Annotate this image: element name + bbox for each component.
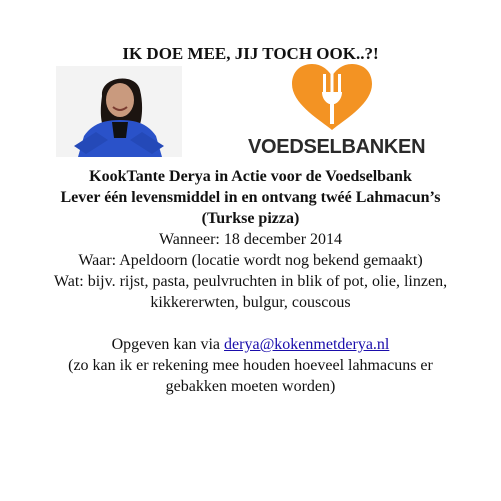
voedselbanken-logo: [248, 60, 426, 160]
event-what-line1: Wat: bijv. rijst, pasta, peulvruchten in blik of pot, olie, linzen,: [53, 273, 448, 290]
signup-prefix: Opgeven kan via: [111, 336, 225, 353]
email-link[interactable]: derya@kokenmetderya.nl: [224, 336, 390, 353]
event-subtitle-line1: Lever één levensmiddel in en ontvang twéé Lahmacun’s: [60, 189, 441, 206]
signup-line: [0, 334, 501, 355]
spacer: [0, 313, 501, 334]
signup-note-line2: gebakken moeten worden): [165, 378, 336, 395]
photo-derya: [56, 66, 182, 157]
event-when: Wanneer: 18 december 2014: [158, 231, 343, 248]
event-subtitle-line2: (Turkse pizza): [201, 210, 300, 227]
logo-wordmark: VOEDSELBANKEN: [248, 136, 426, 158]
person-photo-illustration: [56, 66, 182, 157]
event-title: KookTante Derya in Actie voor de Voedselbank: [89, 168, 412, 185]
event-what-line2: kikkererwten, bulgur, couscous: [150, 294, 351, 311]
heart-fork-icon: [248, 60, 416, 136]
headline: IK DOE MEE, JIJ TOCH OOK..?!: [122, 44, 379, 63]
signup-note-line1: (zo kan ik er rekening mee houden hoeveel lahmacuns er: [68, 357, 433, 374]
event-info: [0, 166, 501, 397]
event-where: Waar: Apeldoorn (locatie wordt nog bekend gemaakt): [78, 252, 423, 269]
